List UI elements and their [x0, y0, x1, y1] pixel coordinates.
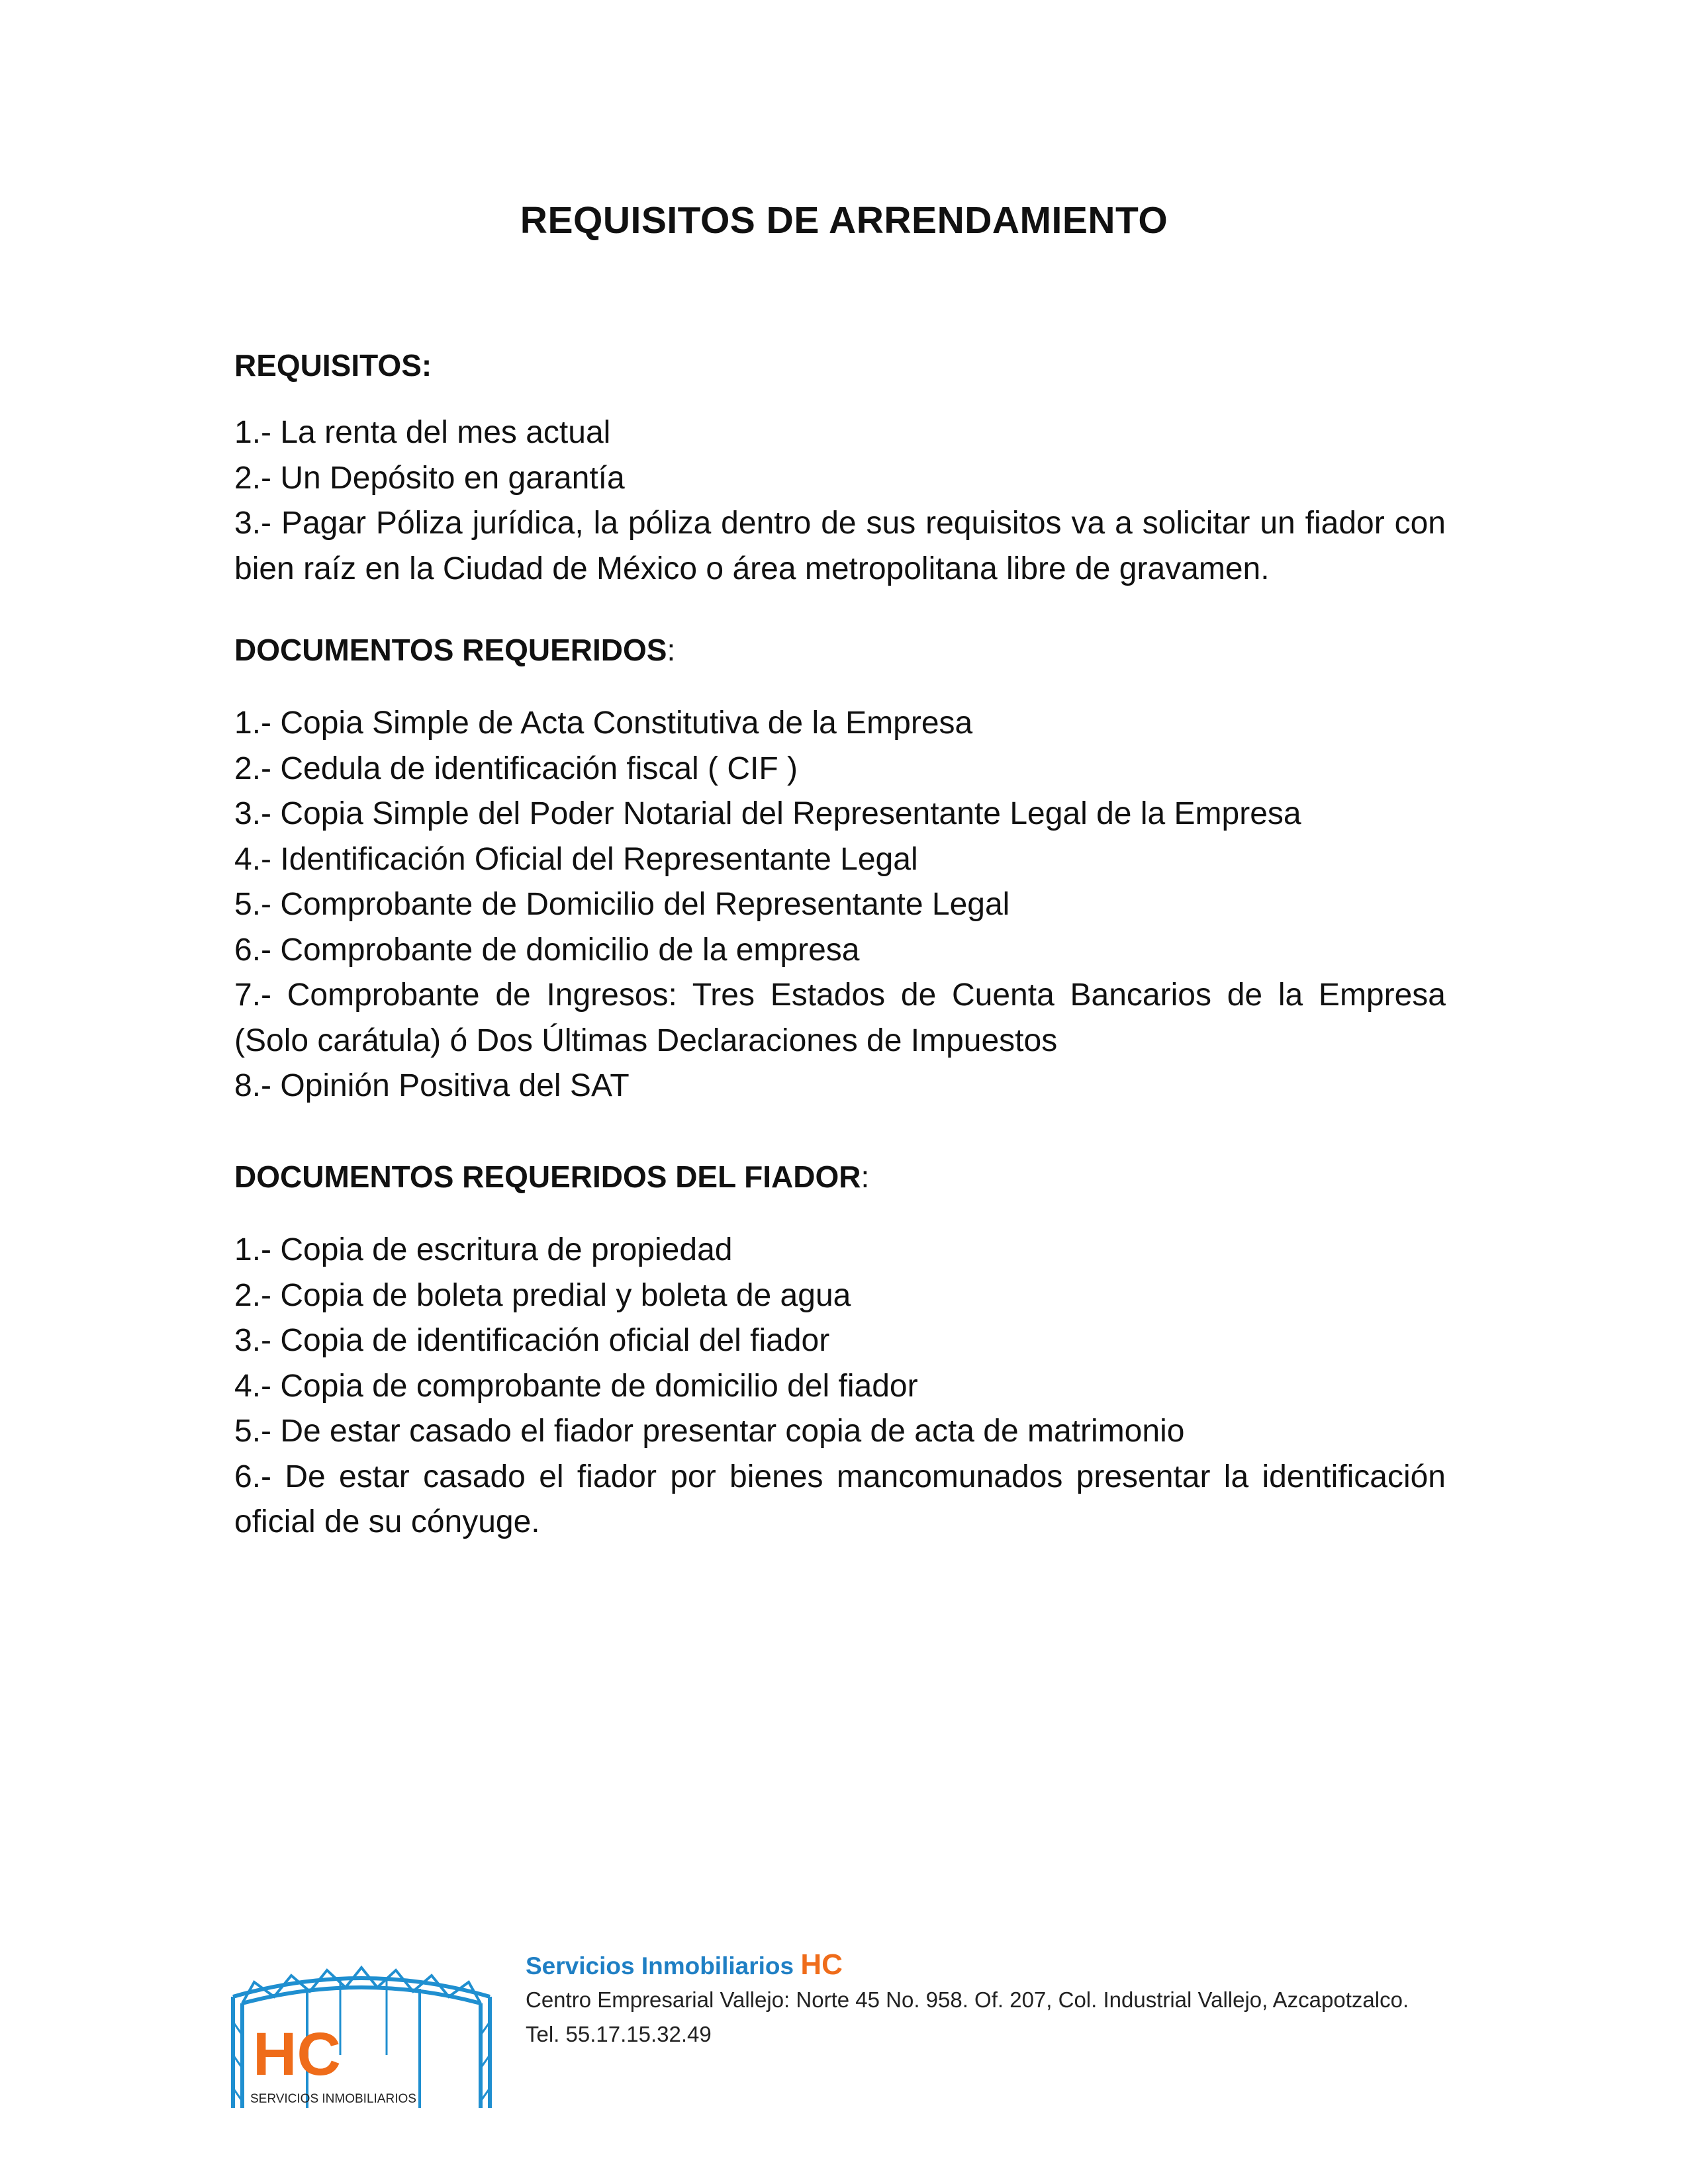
list-item: 2.- Cedula de identificación fiscal ( CIF ) — [234, 751, 798, 786]
list-item: 6.- Comprobante de domicilio de la empresa — [234, 932, 860, 968]
list-item: 5.- De estar casado el fiador presentar copia de acta de matrimonio — [234, 1414, 1185, 1449]
heading-colon: : — [861, 1160, 870, 1194]
list-item: 4.- Identificación Oficial del Representante Legal — [234, 841, 918, 877]
company-name: Servicios Inmobiliarios — [526, 1952, 794, 1979]
section-documentos-fiador — [234, 1157, 1446, 1545]
section-documentos-requeridos — [234, 630, 1446, 1109]
section-heading-text: DOCUMENTOS REQUERIDOS — [234, 633, 667, 667]
section-heading-text: DOCUMENTOS REQUERIDOS DEL FIADOR — [234, 1160, 861, 1194]
footer — [526, 1948, 1651, 2052]
company-logo — [228, 1962, 495, 2111]
company-name-line — [526, 1948, 1651, 1983]
heading-colon: : — [667, 633, 676, 667]
list-item: 3.- Copia de identificación oficial del fiador — [234, 1323, 830, 1358]
fiador-list — [234, 1228, 1446, 1545]
list-item: 1.- La renta del mes actual — [234, 415, 611, 450]
list-item: 1.- Copia Simple de Acta Constitutiva de la Empresa — [234, 705, 973, 741]
section-heading — [234, 630, 1446, 670]
section-heading: REQUISITOS: — [234, 348, 432, 383]
list-item: 2.- Un Depósito en garantía — [234, 460, 625, 496]
document-title: REQUISITOS DE ARRENDAMIENTO — [520, 199, 1168, 242]
list-item: 2.- Copia de boleta predial y boleta de agua — [234, 1277, 851, 1313]
requisitos-list — [234, 410, 1446, 592]
list-item: 8.- Opinión Positiva del SAT — [234, 1068, 630, 1103]
company-address: Centro Empresarial Vallejo: Norte 45 No. 958. Of. 207, Col. Industrial Vallejo, Azcapotzalco. — [526, 1987, 1409, 2012]
list-item: 3.- Pagar Póliza jurídica, la póliza dentro de sus requisitos va a solicitar un fiador con bien raíz en la Ciudad de México o área metropolitana libre de gravamen. — [234, 506, 1446, 586]
logo-caption: SERVICIOS INMOBILIARIOS — [250, 2092, 416, 2106]
list-item: 3.- Copia Simple del Poder Notarial del Representante Legal de la Empresa — [234, 796, 1301, 831]
documentos-list — [234, 701, 1446, 1109]
list-item: 1.- Copia de escritura de propiedad — [234, 1232, 733, 1267]
list-item: 6.- De estar casado el fiador por bienes mancomunados presentar la identificación oficial de su cónyuge. — [234, 1459, 1446, 1539]
logo-letters: HC — [253, 2021, 341, 2088]
list-item: 7.- Comprobante de Ingresos: Tres Estados de Cuenta Bancarios de la Empresa (Solo carátula) ó Dos Últimas Declaraciones de Impuestos — [234, 978, 1446, 1058]
company-phone: Tel. 55.17.15.32.49 — [526, 2022, 712, 2046]
section-heading — [234, 1157, 1446, 1197]
list-item: 5.- Comprobante de Domicilio del Representante Legal — [234, 887, 1010, 922]
list-item: 4.- Copia de comprobante de domicilio del fiador — [234, 1368, 918, 1404]
section-requisitos — [234, 345, 1446, 592]
company-suffix: HC — [800, 1948, 843, 1981]
